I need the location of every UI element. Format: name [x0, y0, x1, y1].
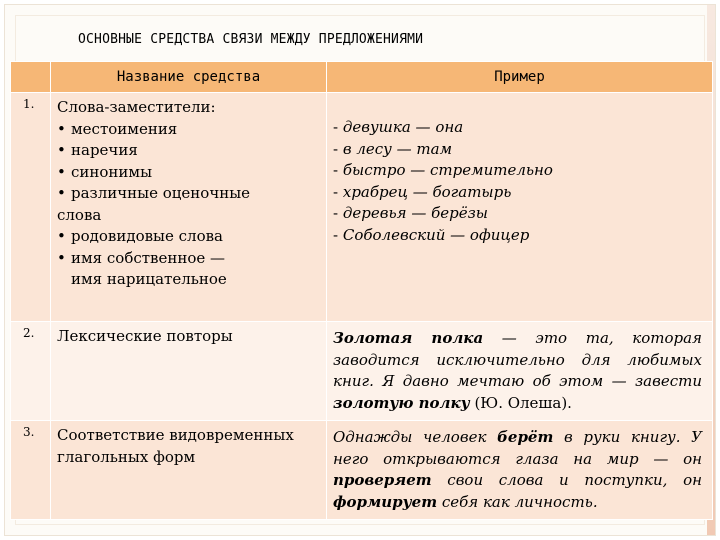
table-row: [11, 93, 713, 322]
list-item: • наречия: [57, 140, 320, 162]
list-item: • имя собственное — имя нарицательное: [57, 248, 227, 288]
row-name: Соответствие видовременных глагольных форм: [51, 421, 327, 520]
table-row: [11, 322, 713, 421]
row-name: [51, 93, 327, 322]
row-name-heading: Слова-заместители:: [57, 98, 216, 116]
bullet-icon: •: [57, 184, 66, 202]
header-name: Название средства: [51, 62, 327, 93]
list-item: - девушка — она: [333, 118, 464, 136]
list-item: • местоимения: [57, 119, 320, 141]
dash-icon: -: [333, 139, 339, 158]
row-number: 3.: [11, 421, 51, 520]
bullet-icon: •: [57, 248, 66, 267]
list-item: - храбрец — богатырь: [333, 182, 512, 201]
row-name: Лексические повторы: [51, 322, 327, 421]
row-example: Однажды человек берёт в руки книгу. У него открываются глаза на мир — он проверяет свои слова и поступки, он формирует себя как личность.: [327, 421, 713, 520]
row-number: 2.: [11, 322, 51, 421]
list-item: • синонимы: [57, 162, 320, 184]
bullet-icon: •: [57, 119, 66, 138]
row-number: 1.: [11, 93, 51, 322]
dash-icon: -: [333, 225, 339, 244]
table-row: [11, 421, 713, 520]
list-item: • родовидовые слова: [57, 226, 320, 248]
dash-icon: -: [333, 118, 339, 136]
slide-title: ОСНОВНЫЕ СРЕДСТВА СВЯЗИ МЕЖДУ ПРЕДЛОЖЕНИЯМИ: [78, 32, 424, 47]
list-item: - Соболевский — офицер: [333, 225, 530, 244]
dash-icon: -: [333, 161, 339, 179]
dash-icon: -: [333, 182, 339, 201]
header-number: [11, 62, 51, 93]
bullet-icon: •: [57, 227, 66, 245]
row-example: Золотая полка — это та, которая заводится исключительно для любимых книг. Я давно мечтаю об этом — завести золотую полку (Ю. Олеша).: [327, 322, 713, 421]
row-example: [327, 93, 713, 322]
substitute-list: [57, 119, 320, 291]
list-item: - деревья — берёзы: [333, 204, 488, 222]
header-example: Пример: [327, 62, 713, 93]
list-item: - в лесу — там: [333, 139, 453, 158]
list-item: • различные оценочные слова: [57, 184, 251, 224]
example-list: [333, 117, 702, 246]
table-header-row: [11, 62, 713, 93]
list-item: - быстро — стремительно: [333, 161, 553, 179]
bullet-icon: •: [57, 162, 66, 181]
means-table: [10, 61, 713, 520]
dash-icon: -: [333, 204, 339, 222]
bullet-icon: •: [57, 141, 66, 159]
